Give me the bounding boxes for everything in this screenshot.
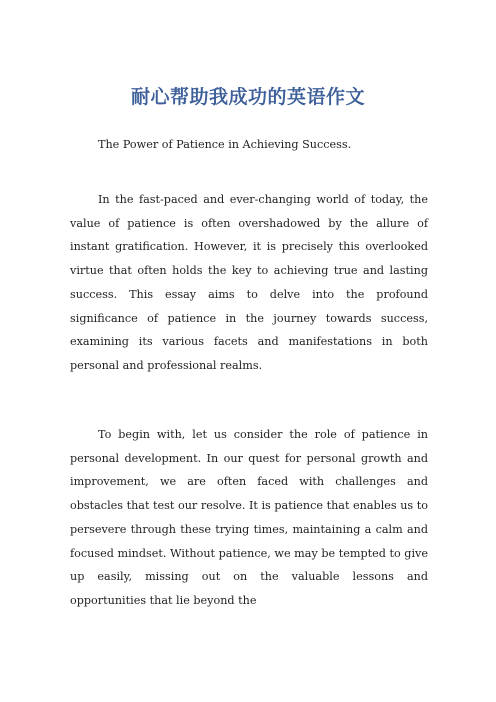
essay-title: The Power of Patience in Achieving Success. <box>98 138 352 151</box>
document-title: 耐心帮助我成功的英语作文 <box>130 86 365 108</box>
paragraph-1: In the fast-paced and ever-changing world of today, the value of patience is often overshadowed by the allure of instant gratification. However, it is precisely this overlooked virtue that often holds the key to achieving true and lasting success. This essay aims to delve into the profound significance of patience in the journey towards success, examining its various facets and manifestations in both personal and professional realms. <box>70 193 428 372</box>
paragraph-2: To begin with, let us consider the role of patience in personal development. In our quest for personal growth and improvement, we are often faced with challenges and obstacles that test our resolve. It is patience that enables us to persevere through these trying times, maintaining a calm and focused mindset. Without patience, we may be tempted to give up easily, missing out on the valuable lessons and opportunities that lie beyond the <box>70 428 428 607</box>
